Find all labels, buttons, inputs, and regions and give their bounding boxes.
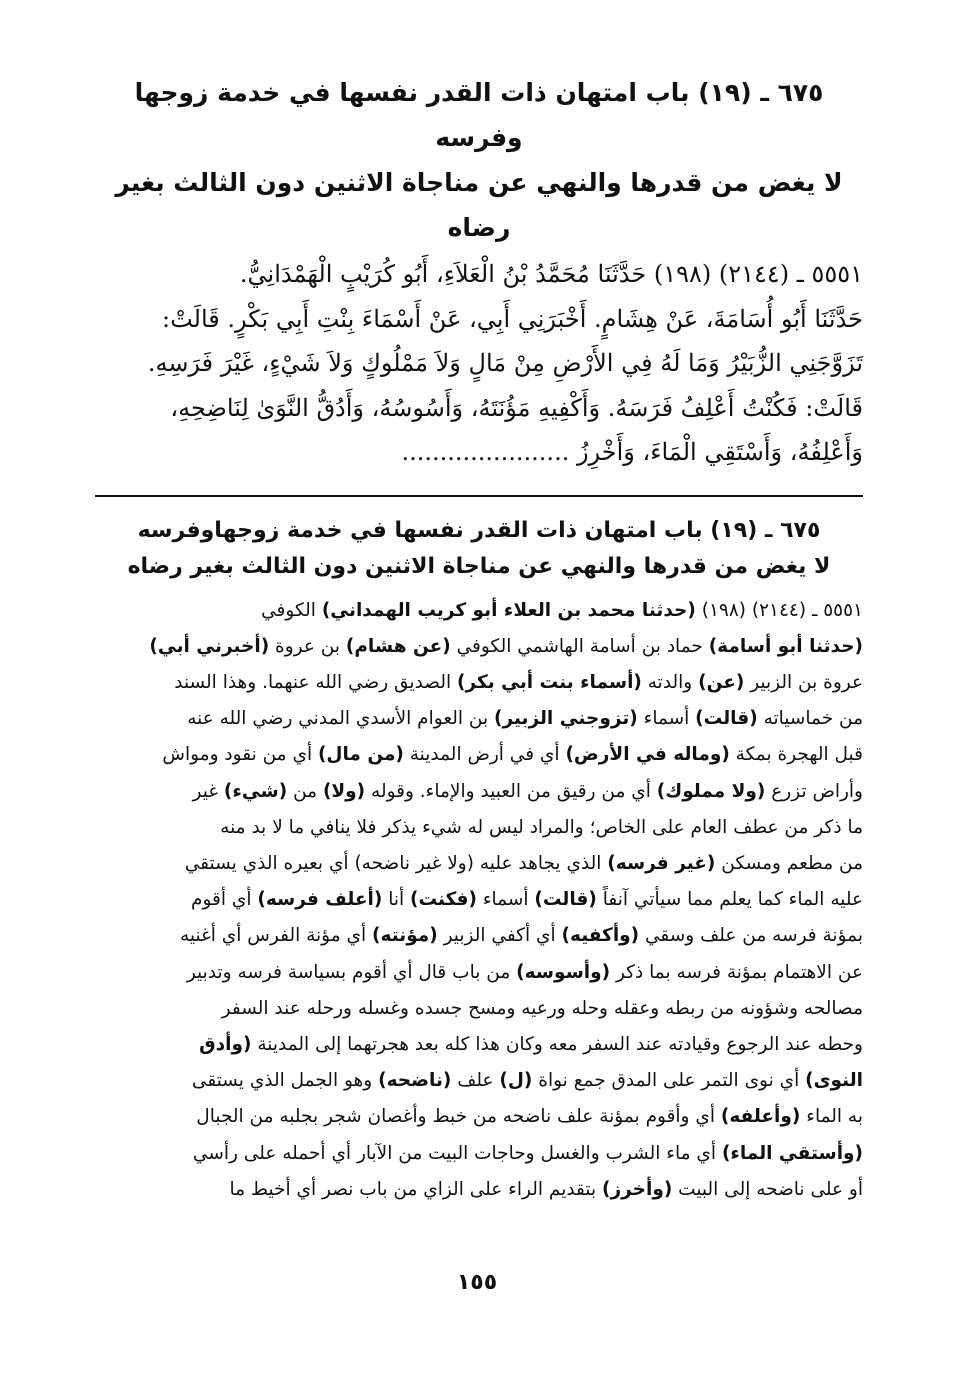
commentary-line: النوى) أي نوى التمر على المدق جمع نواة (ل) علف (ناضحه) وهو الجمل الذي يستقى <box>191 1070 863 1092</box>
commentary-line: (حدثنا أبو أسامة) حماد بن أسامة الهاشمي الكوفي (عن هشام) بن عروة (أخبرني أبي) <box>149 635 863 657</box>
commentary-heading-line-1: ٦٧٥ ـ (١٩) باب امتهان ذات القدر نفسها في خدمة زوجهاوفرسه <box>137 517 821 543</box>
commentary-text <box>95 593 863 1208</box>
commentary-line: به الماء (وأعلفه) أي وأقوم بمؤنة علف ناضحه من خبط وأغصان شجر بجلبه من الجبال <box>196 1106 863 1128</box>
section-divider <box>95 495 863 497</box>
commentary-line: عليه الماء كما يعلم مما سيأتي آنفاً (قالت) أسماء (فكنت) أنا (أعلف فرسه) أي أقوم <box>190 889 863 911</box>
hadith-line: قَالَتْ: فَكُنْتُ أَعْلِفُ فَرَسَهُ. وَأَكْفِيهِ مَؤُنَتَهُ، وَأَسُوسُهُ، وَأَدُقُّ النَّوَىٰ لِنَاضِحِهِ، <box>170 393 863 422</box>
commentary-line: وأراض تزرع (ولا مملوك) أي من رقيق من العبيد والإماء. وقوله (ولا) من (شيء) غير <box>192 780 863 802</box>
hadith-line: حَدَّثَنَا أَبُو أُسَامَةَ، عَنْ هِشَامٍ. أَخْبَرَنِي أَبِي، عَنْ أَسْمَاءَ بِنْتِ أَبِي بَكْرٍ. قَالَتْ: <box>162 304 863 333</box>
commentary-line: بمؤنة فرسه من علف وسقي (وأكفيه) أي أكفي الزبير (مؤنته) أي مؤنة الفرس أي أغنيه <box>180 925 863 947</box>
commentary-line: أو على ناضحه إلى البيت (وأخرز) بتقديم الراء على الزاي من باب نصر أي أخيط ما <box>229 1178 863 1200</box>
commentary-heading <box>95 513 863 585</box>
commentary-line: من خماسياته (قالت) أسماء (تزوجني الزبير) بن العوام الأسدي المدني رضي الله عنه <box>187 708 863 730</box>
commentary-line: قبل الهجرة بمكة (وماله في الأرض) أي في أرض المدينة (من مال) أي من نقود ومواش <box>162 744 863 766</box>
page-content <box>95 70 863 1208</box>
commentary-line: ما ذكر من عطف العام على الخاص؛ والمراد ليس له شيء يذكر فلا ينافي ما لا بد منه <box>220 816 863 838</box>
page-number: ١٥٥ <box>456 1270 498 1295</box>
hadith-line: ٥٥٥١ ـ (٢١٤٤) (١٩٨) حَدَّثَنَا مُحَمَّدُ بْنُ الْعَلاَءِ، أَبُو كُرَيْبٍ الْهَمْدَانِيُّ. <box>239 260 863 288</box>
commentary-line: من مطعم ومسكن (غير فرسه) الذي يجاهد عليه (ولا غير ناضحه) أي بعيره الذي يستقي <box>184 852 863 874</box>
chapter-heading-line-1: ٦٧٥ ـ (١٩) باب امتهان ذات القدر نفسها في خدمة زوجها وفرسه <box>134 78 824 152</box>
commentary-line: عن الاهتمام بمؤنة فرسه بما ذكر (وأسوسه) من باب قال أي أقوم بسياسة فرسه وتدبير <box>186 961 863 983</box>
commentary-line: (وأستقي الماء) أي ماء الشرب والغسل وحاجات البيت من الآبار أي أحمله على رأسي <box>192 1142 863 1164</box>
commentary-section <box>95 513 863 1208</box>
hadith-section <box>95 70 863 475</box>
commentary-heading-line-2: لا يغض من قدرها والنهي عن مناجاة الاثنين دون الثالث بغير رضاه <box>127 553 831 579</box>
hadith-line: وَأَعْلِفُهُ، وَأَسْتَقِي الْمَاءَ، وَأَخْرِزُ ...................... <box>401 438 863 466</box>
hadith-line: تَزَوَّجَنِي الزُّبَيْرُ وَمَا لَهُ فِي الأَرْضِ مِنْ مَالٍ وَلاَ مَمْلُوكٍ وَلاَ شَيْءٍ، غَيْرَ فَرَسِهِ. <box>147 349 863 377</box>
commentary-line: ٥٥٥١ ـ (٢١٤٤) (١٩٨) (حدثنا محمد بن العلاء أبو كريب الهمداني) الكوفي <box>261 599 863 621</box>
commentary-line: عروة بن الزبير (عن) والدته (أسماء بنت أبي بكر) الصديق رضي الله عنهما. وهذا السند <box>174 671 863 693</box>
hadith-text <box>95 252 863 475</box>
chapter-heading-line-2: لا يغض من قدرها والنهي عن مناجاة الاثنين دون الثالث بغير رضاه <box>115 168 843 242</box>
commentary-line: وحطه عند الرجوع وقيادته عند السفر معه وكان هذا كله بعد هجرتهما إلى المدينة (وأدق <box>199 1033 863 1055</box>
commentary-line: مصالحه وشؤونه من ربطه وعقله وحله ورعيه ومسح جسده وغسله ورحله عند السفر <box>221 997 863 1019</box>
